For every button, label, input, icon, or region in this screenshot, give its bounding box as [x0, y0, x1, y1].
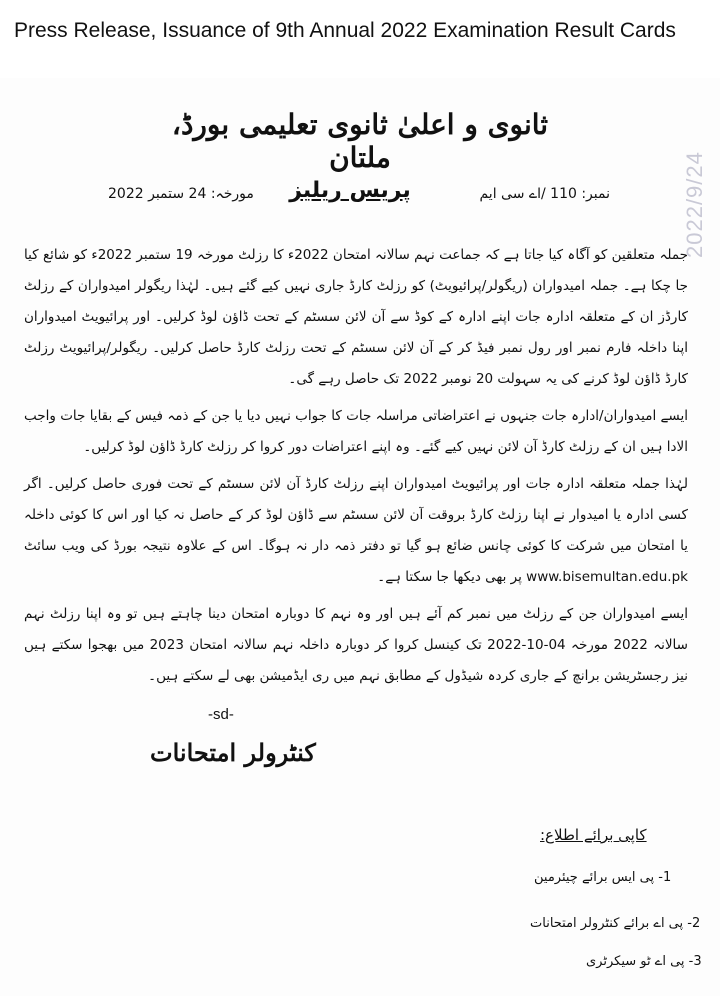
copy-heading: کاپی برائے اطلاع:: [540, 826, 647, 844]
press-release-title: پریس ریلیز: [289, 178, 411, 203]
headline: Press Release, Issuance of 9th Annual 2022 Examination Result Cards: [14, 19, 676, 42]
date-stamp: 2022/9/24: [682, 151, 707, 258]
board-title: ثانوی و اعلیٰ ثانوی تعلیمی بورڈ، ملتان: [171, 108, 549, 174]
paragraph-4: ایسے امیدواران جن کے رزلٹ میں نمبر کم آئے ہیں اور وہ نہم کا دوبارہ امتحان دینا چاہتے ہیں تو وہ اپنا رزلٹ نہم سالانہ 2022 مورخہ 04-10-2022 تک کینسل کروا کر دوبارہ داخلہ نہم سالانہ امتحان 2023 میں بھجوا سکتے ہیں نیز رجسٹریشن برانچ کے جاری کردہ شیڈول کے مطابق نہم میں ری ایڈمیشن بھی لے سکتے ہیں۔: [24, 606, 688, 684]
body-text: [24, 240, 688, 698]
copy-item: 1- پی ایس برائے چیئرمین: [534, 870, 672, 885]
date-line: مورخہ: 24 ستمبر 2022: [108, 186, 254, 202]
signed-mark: -sd-: [208, 706, 234, 723]
paragraph-1: جملہ متعلقین کو آگاہ کیا جاتا ہے کہ جماعت نہم سالانہ امتحان 2022ء کا رزلٹ مورخہ 19 ستمبر 2022ء کو شائع کیا جا چکا ہے۔ جملہ امیدواران (ریگولر/پرائیویٹ) کو رزلٹ کارڈ جاری نہیں کیے گئے ہیں۔ لہٰذا ریگولر امیدواران کے رزلٹ کارڈز ان کے متعلقہ ادارہ جات اپنے ادارہ کے کوڈ سے آن لائن سسٹم کے تحت ڈاؤن لوڈ کرلیں۔ اور پرائیویٹ امیدواران اپنا داخلہ فارم نمبر اور رول نمبر فیڈ کر کے آن لائن سسٹم کے تحت رزلٹ کارڈ حاصل کرلیں۔ ریگولر/پرائیویٹ رزلٹ کارڈ ڈاؤن لوڈ کرنے کی یہ سہولت 20 نومبر 2022 تک حاصل رہے گی۔: [24, 247, 688, 387]
press-release-document: [0, 78, 720, 996]
paragraph-2: ایسے امیدواران/ادارہ جات جنہوں نے اعتراضاتی مراسلہ جات کا جواب نہیں دیا یا جن کے ذمہ فیس کے بقایا جات واجب الادا ہیں ان کے رزلٹ کارڈ آن لائن نہیں کیے گئے۔ وہ اپنے اعتراضات دور کروا کر رزلٹ کارڈ ڈاؤن لوڈ کرلیں۔: [24, 408, 688, 455]
copy-item: 3- پی اے ٹو سیکرٹری: [586, 954, 702, 969]
copy-item: 2- پی اے برائے کنٹرولر امتحانات: [530, 916, 701, 931]
signature-controller: کنٹرولر امتحانات: [150, 738, 316, 767]
reference-number: نمبر: 110 /اے سی ایم: [479, 186, 610, 202]
paragraph-3: لہٰذا جملہ متعلقہ ادارہ جات اور پرائیویٹ امیدواران اپنے رزلٹ کارڈ آن لائن سسٹم کے تحت فوری حاصل کرلیں۔ اگر کسی ادارہ یا امیدوار نے اپنا رزلٹ کارڈ بروقت آن لائن سسٹم سے ڈاؤن لوڈ کر کے حاصل نہ کیا اور اس کا کوئی داخلہ یا امتحان میں شرکت کا کوئی چانس ضائع ہو گیا تو دفتر ذمہ دار نہ ہوگا۔ اس کے علاوہ نتیجہ بورڈ کی ویب سائٹ www.bisemultan.edu.pk پر بھی دیکھا جا سکتا ہے۔: [24, 476, 688, 585]
